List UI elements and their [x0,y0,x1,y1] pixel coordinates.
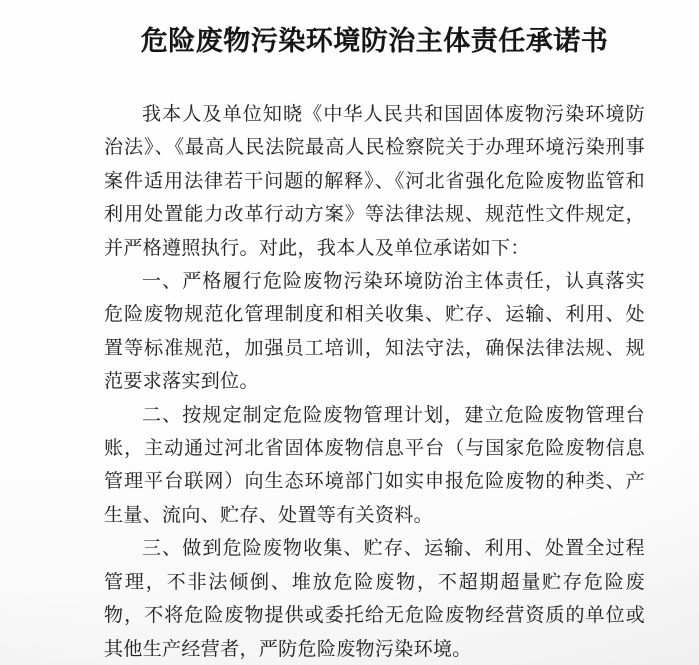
paragraph-commitment-1: 一、严格履行危险废物污染环境防治主体责任，认真落实危险废物规范化管理制度和相关收集、贮存、运输、利用、处置等标准规范，加强员工培训，知法守法，确保法律法规、规范要求落实到位。 [104,271,645,393]
paragraph-commitment-2: 二、按规定制定危险废物管理计划，建立危险废物管理台账，主动通过河北省固体废物信息平台（与国家危险废物信息管理平台联网）向生态环境部门如实申报危险废物的种类、产生量、流向、贮存、处置等有关资料。 [104,404,645,526]
paragraph-commitment-3: 三、做到危险废物收集、贮存、运输、利用、处置全过程管理，不非法倾倒、堆放危险废物，不超期超量贮存危险废物，不将危险废物提供或委托给无危险废物经营资质的单位或其他生产经营者，严防危险废物污染环境。 [104,538,645,660]
document-title: 危险废物污染环境防治主体责任承诺书 [140,26,609,56]
paragraph-intro: 我本人及单位知晓《中华人民共和国固体废物污染环境防治法》、《最高人民法院最高人民检察院关于办理环境污染刑事案件适用法律若干问题的解释》、《河北省强化危险废物监管和利用处置能力改革行动方案》等法律法规、规范性文件规定，并严格遵照执行。对此，我本人及单位承诺如下： [104,104,645,259]
document-body [104,98,645,665]
